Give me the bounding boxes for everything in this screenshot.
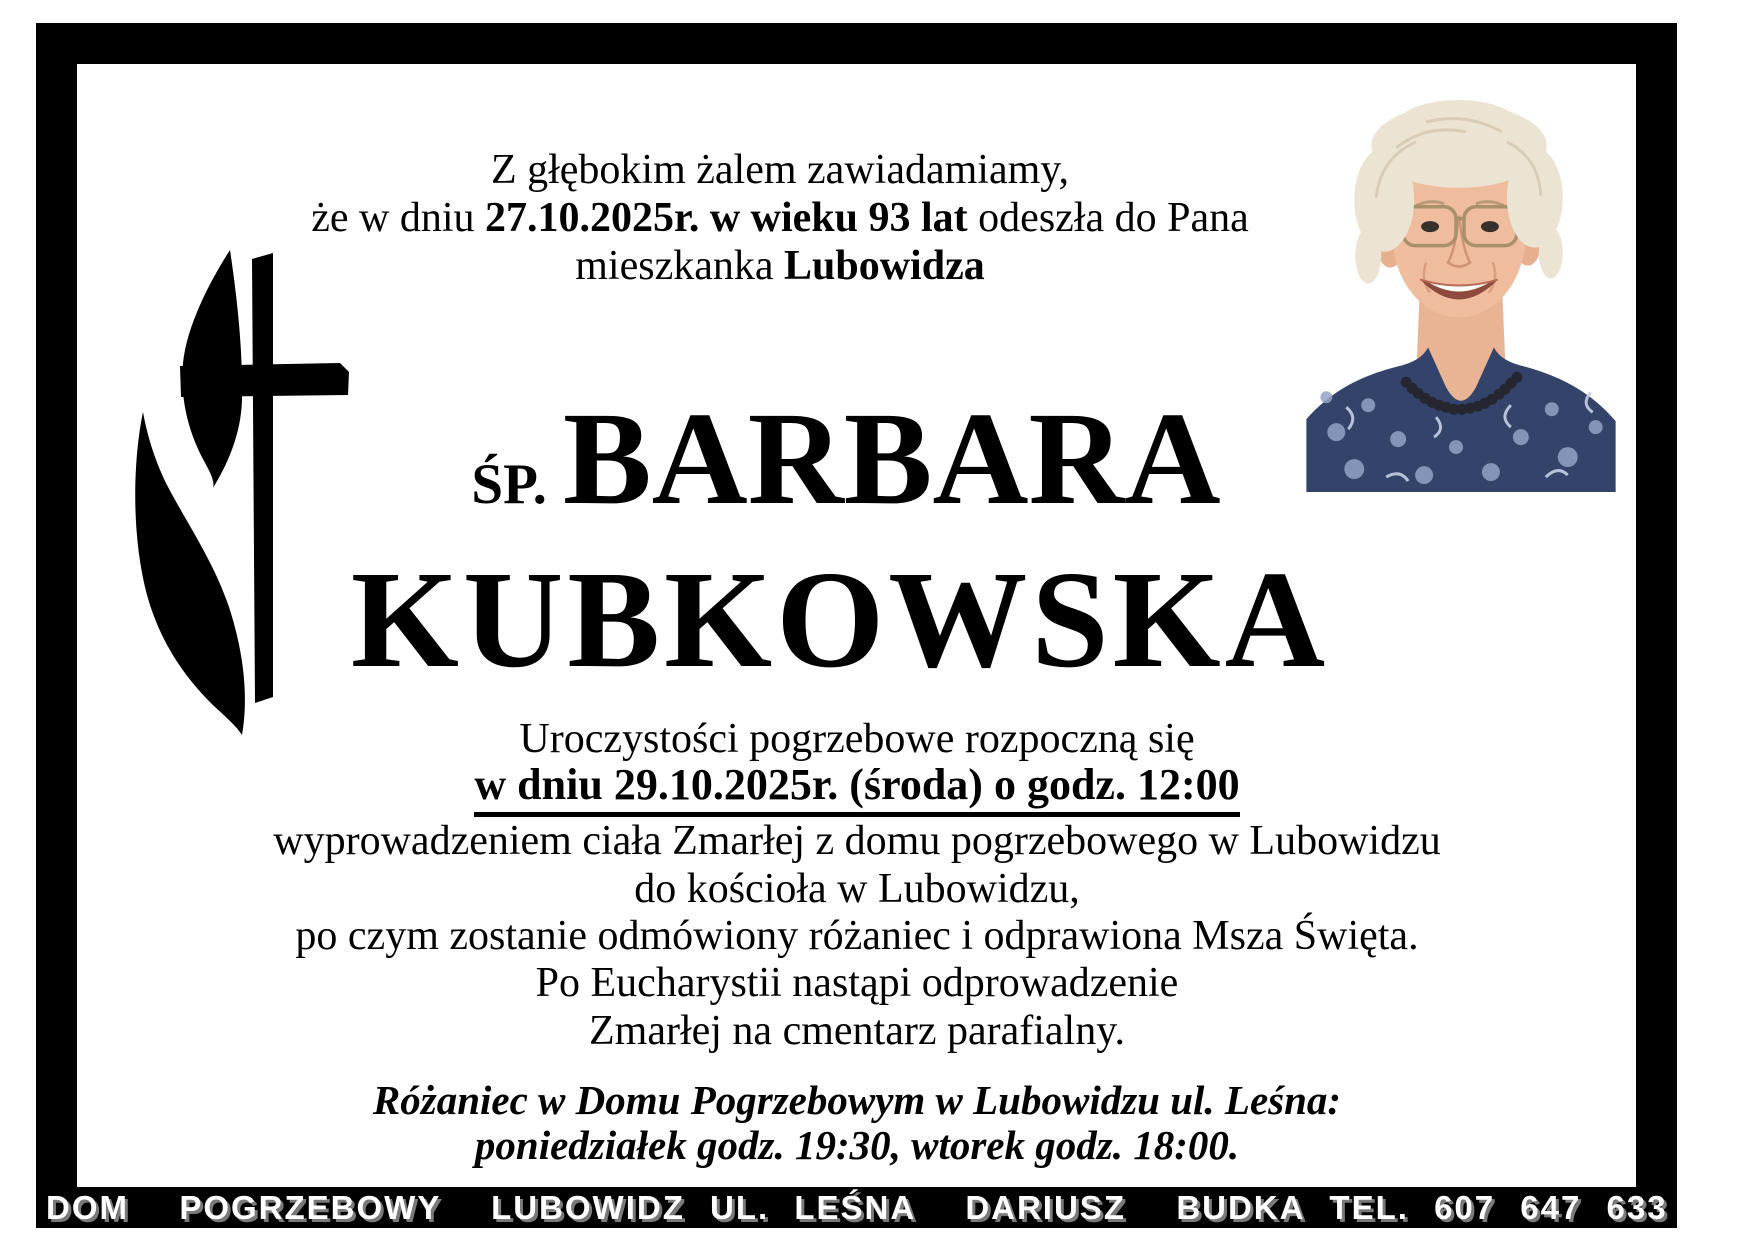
rosary-line-2 <box>77 1123 1637 1169</box>
rosary-location-text: Różaniec w Domu Pogrzebowym w Lubowidzu ul. Leśna: <box>372 1077 1342 1123</box>
ceremony-line-3 <box>77 818 1637 865</box>
deceased-name-line-2 <box>0 543 1680 697</box>
deceased-name-line-1 <box>0 384 1692 532</box>
intro-line-2 <box>90 195 1470 242</box>
death-date-and-age: 27.10.2025r. w wieku 93 lat <box>485 195 968 241</box>
ceremony-line-7 <box>77 1008 1637 1055</box>
rosary-times-text: poniedziałek godz. 19:30, wtorek godz. 18:00. <box>474 1122 1240 1168</box>
funeral-home-footer <box>46 1189 1668 1226</box>
ceremony-line-1 <box>77 716 1637 763</box>
ceremony-line-4 <box>77 866 1637 913</box>
ceremony-intro-text: Uroczystości pogrzebowe rozpoczną się <box>519 716 1195 762</box>
ceremony-datetime-line <box>77 760 1637 817</box>
rosary-line-1 <box>77 1078 1637 1124</box>
ceremony-line-6 <box>77 960 1637 1007</box>
ceremony-procession-text: wyprowadzeniem ciała Zmarłej z domu pogrzebowego w Lubowidzu <box>273 818 1441 864</box>
funeral-home-contact-text: DOM POGRZEBOWY LUBOWIDZ UL. LEŚNA DARIUSZ BUDKA TEL. 607 647 633 <box>46 1189 1668 1226</box>
deceased-first-name: BARBARA <box>562 384 1221 532</box>
intro-line-3-pre: mieszkanka <box>575 243 784 289</box>
ceremony-eucharist-text: Po Eucharystii nastąpi odprowadzenie <box>535 960 1179 1006</box>
ceremony-cemetery-text: Zmarłej na cmentarz parafialny. <box>589 1008 1125 1054</box>
intro-line-2-pre: że w dniu <box>311 195 486 241</box>
intro-line-1 <box>90 147 1470 194</box>
intro-line-2-post: odeszła do Pana <box>967 195 1249 241</box>
ceremony-datetime: w dniu 29.10.2025r. (środa) o godz. 12:00 <box>474 760 1239 817</box>
ceremony-mass-text: po czym zostanie odmówiony różaniec i odprawiona Msza Święta. <box>295 913 1419 959</box>
deceased-last-name: KUBKOWSKA <box>350 543 1330 697</box>
ceremony-church-text: do kościoła w Lubowidzu, <box>634 866 1080 912</box>
ceremony-line-5 <box>77 913 1637 960</box>
honorific-sp: ŚP. <box>471 453 547 516</box>
intro-line-1-text: Z głębokim żalem zawiadamiamy, <box>490 147 1070 193</box>
town-name: Lubowidza <box>784 243 985 289</box>
